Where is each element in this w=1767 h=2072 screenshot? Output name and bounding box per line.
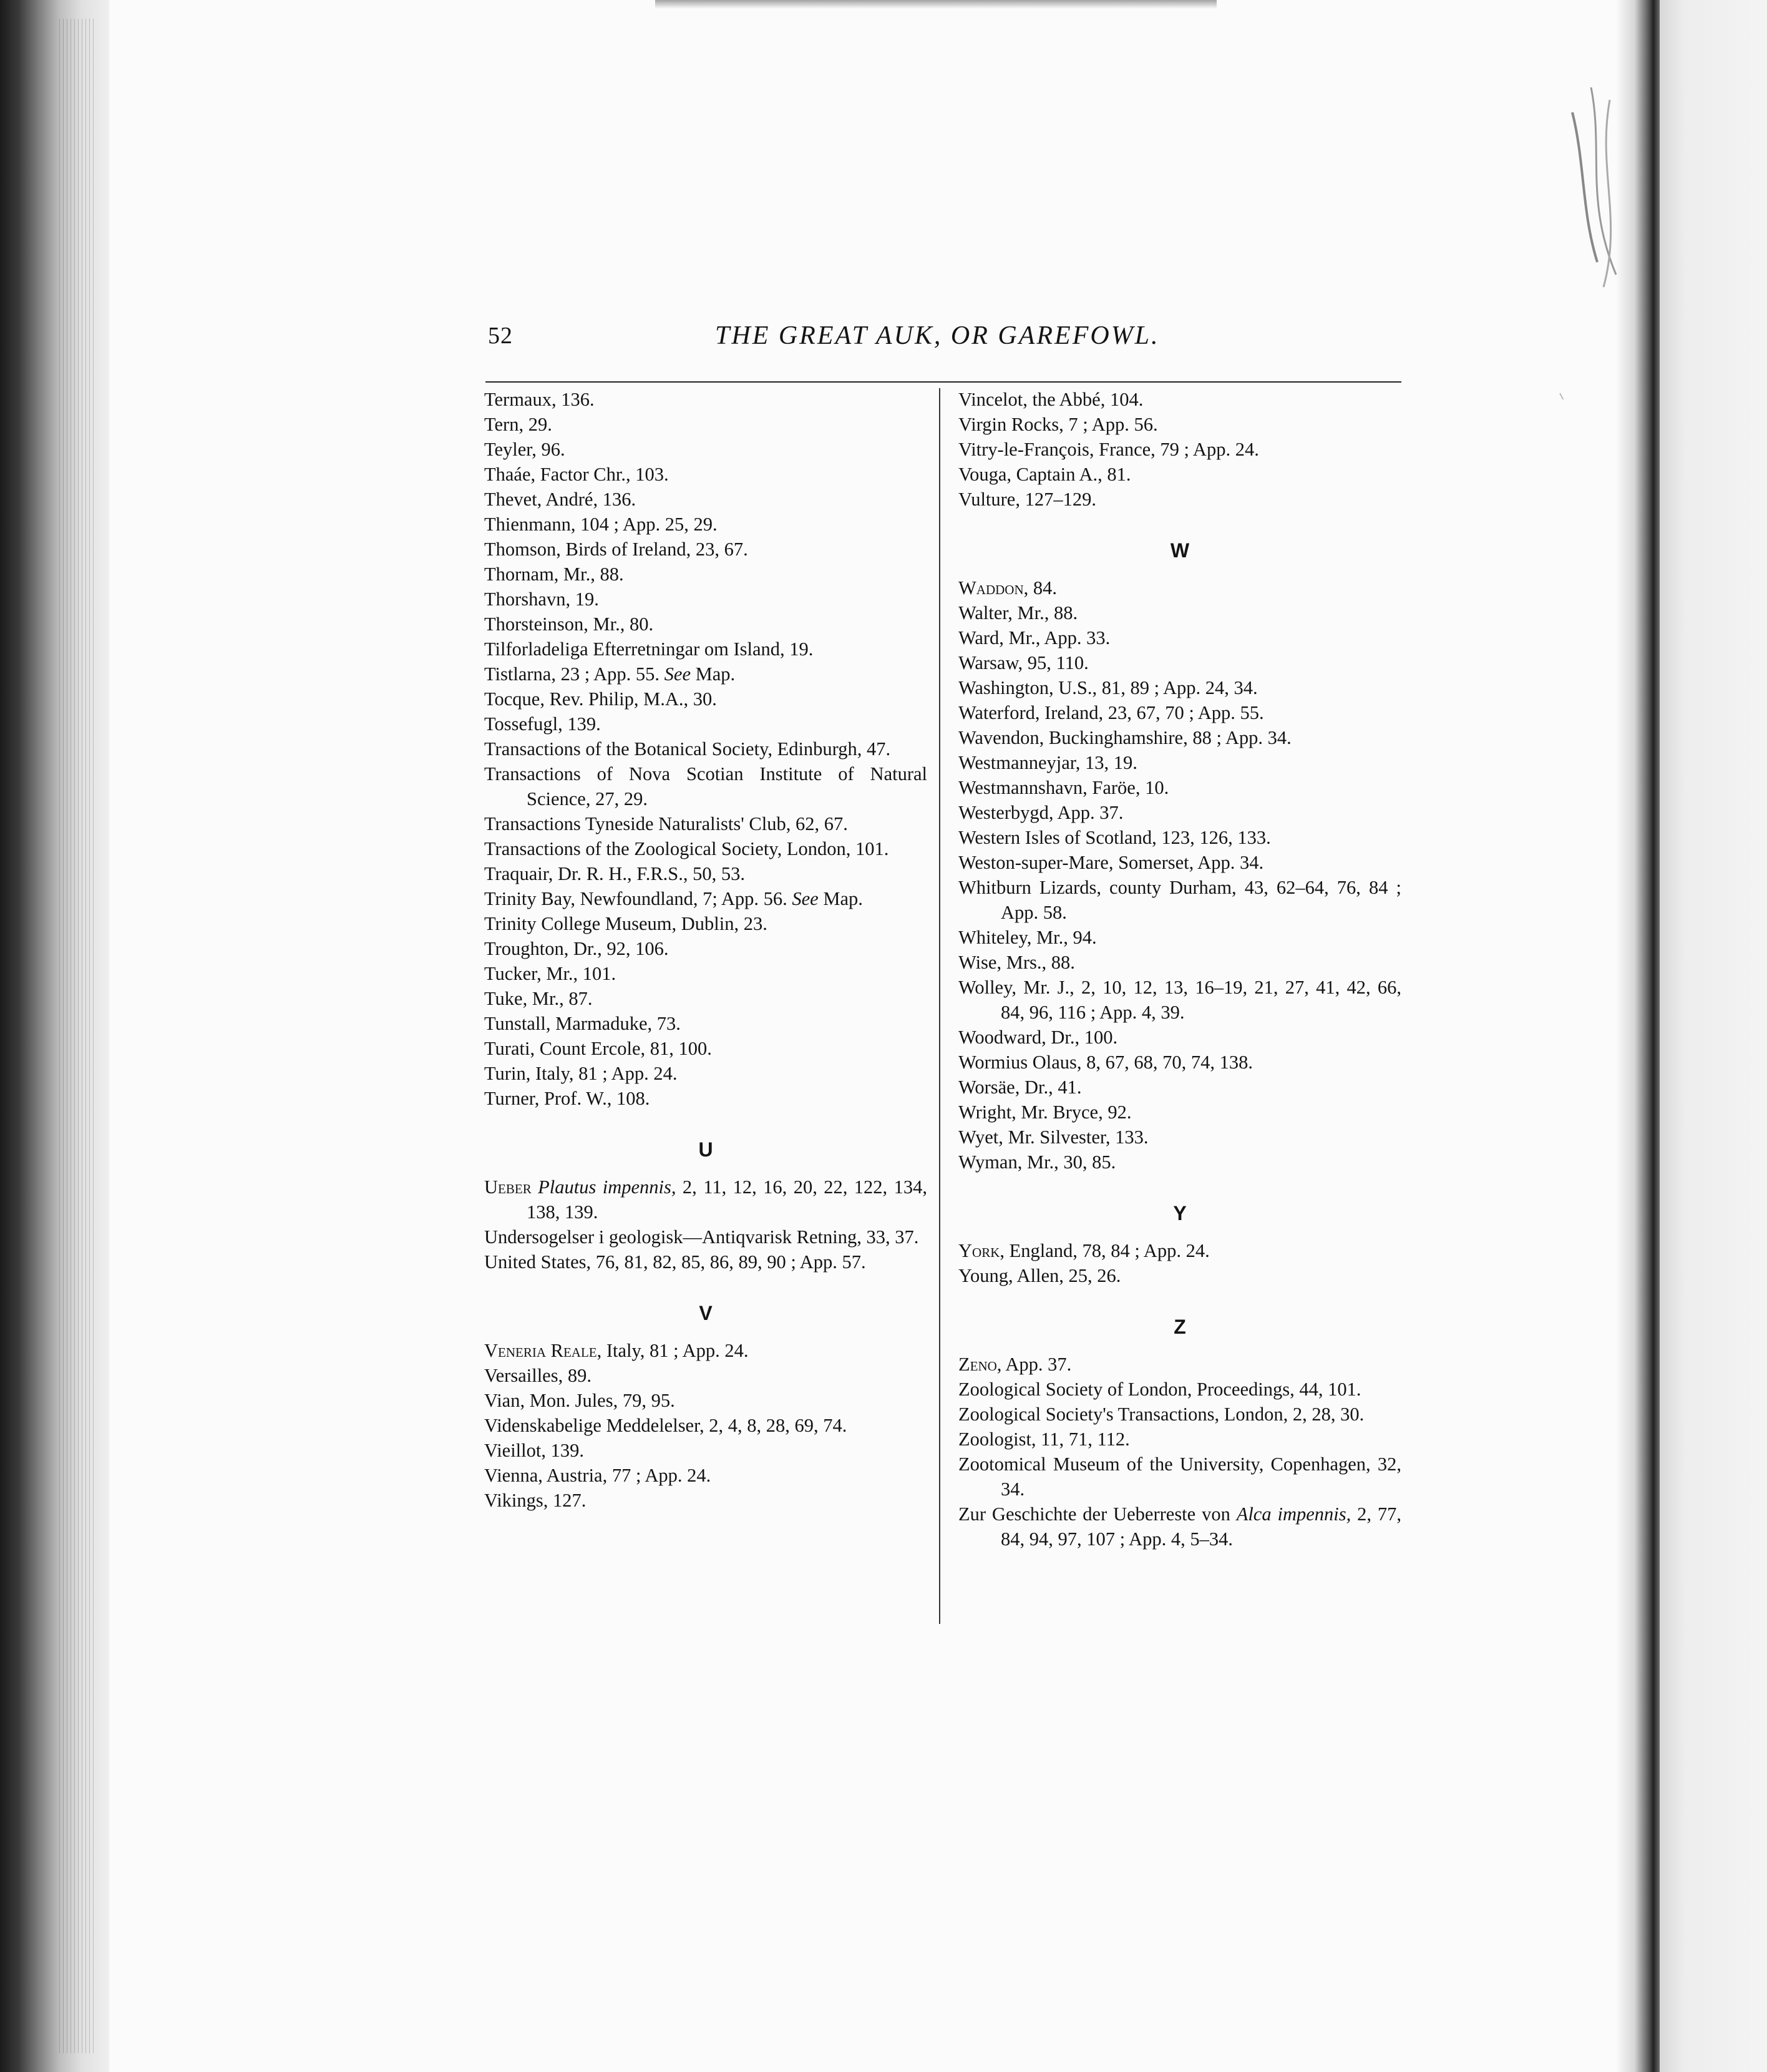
index-entry: Tucker, Mr., 101.: [484, 963, 616, 984]
index-entry: [484, 662, 927, 687]
entry-title: Alca impennis,: [1236, 1503, 1351, 1525]
index-group-v-cont: [958, 387, 1401, 512]
index-entry: Tossefugl, 139.: [484, 713, 601, 735]
entry-head: Ueber: [484, 1176, 532, 1198]
index-entry: Waterford, Ireland, 23, 67, 70 ; App. 55.: [958, 702, 1264, 723]
entry-head: Zeno,: [958, 1354, 1002, 1375]
index-entry: Termaux, 136.: [484, 389, 595, 410]
index-entry: Versailles, 89.: [484, 1365, 591, 1386]
index-entry: Thaáe, Factor Chr., 103.: [484, 464, 669, 485]
index-entry: Warsaw, 95, 110.: [958, 652, 1089, 673]
index-entry: Tunstall, Marmaduke, 73.: [484, 1013, 681, 1034]
index-entry: Tern, 29.: [484, 414, 552, 435]
entry-text: Map.: [690, 663, 736, 685]
index-entry: Virgin Rocks, 7 ; App. 56.: [958, 414, 1158, 435]
index-entry: Washington, U.S., 81, 89 ; App. 24, 34.: [958, 677, 1258, 698]
entry-text: 2, 11, 12, 16, 20, 22, 122, 134, 138, 139.: [527, 1176, 927, 1223]
index-entry: [958, 1502, 1401, 1552]
index-group-v: [484, 1338, 927, 1513]
column-divider: [939, 388, 940, 1624]
index-entry: Teyler, 96.: [484, 439, 565, 460]
index-entry: Turin, Italy, 81 ; App. 24.: [484, 1063, 678, 1084]
index-entry: Turati, Count Ercole, 81, 100.: [484, 1038, 712, 1059]
index-entry: Thienmann, 104 ; App. 25, 29.: [484, 514, 718, 535]
index-entry: United States, 76, 81, 82, 85, 86, 89, 90 ; App. 57.: [484, 1251, 866, 1273]
index-entry: [484, 886, 927, 911]
index-entry: Vienna, Austria, 77 ; App. 24.: [484, 1465, 711, 1486]
see-reference: See: [792, 888, 819, 909]
index-group-z: [958, 1352, 1401, 1552]
index-entry: Thornam, Mr., 88.: [484, 564, 624, 585]
index-entry: Westmanneyjar, 13, 19.: [958, 752, 1137, 773]
entry-text: Map.: [818, 888, 863, 909]
index-entry: Ward, Mr., App. 33.: [958, 627, 1111, 648]
section-letter-w: W: [1170, 539, 1190, 562]
index-entry: Undersogelser i geologisk—Antiqvarisk Retning, 33, 37.: [484, 1226, 919, 1248]
section-letter-z: Z: [1174, 1316, 1186, 1338]
index-entry: Turner, Prof. W., 108.: [484, 1088, 650, 1109]
entry-head: Waddon,: [958, 577, 1029, 599]
index-group-w: [958, 575, 1401, 1175]
entry-text: Tistlarna, 23 ; App. 55.: [484, 663, 664, 685]
index-right-column: [958, 387, 1401, 1552]
index-entry: Thevet, André, 136.: [484, 489, 636, 510]
index-group-u: [484, 1175, 927, 1274]
index-entry: Vian, Mon. Jules, 79, 95.: [484, 1390, 675, 1411]
entry-text: England, 78, 84 ; App. 24.: [1005, 1240, 1210, 1261]
section-letter-v: V: [699, 1302, 713, 1324]
index-entry: Western Isles of Scotland, 123, 126, 133.: [958, 827, 1271, 848]
scan-smudge: [655, 0, 1217, 9]
index-entry: [958, 575, 1401, 600]
index-entry: Tocque, Rev. Philip, M.A., 30.: [484, 688, 717, 710]
index-entry: Transactions Tyneside Naturalists' Club, 62, 67.: [484, 813, 848, 834]
running-title: THE GREAT AUK, OR GAREFOWL.: [715, 321, 1160, 350]
index-entry: Weston-super-Mare, Somerset, App. 34.: [958, 852, 1264, 873]
index-entry: Vincelot, the Abbé, 104.: [958, 389, 1144, 410]
index-entry: Zoological Society of London, Proceedings, 44, 101.: [958, 1379, 1361, 1400]
entry-text: App. 37.: [1001, 1354, 1072, 1375]
index-entry: [484, 1175, 927, 1224]
header-rule: [485, 381, 1401, 383]
index-entry: Zoologist, 11, 71, 112.: [958, 1429, 1130, 1450]
index-entry: [958, 1352, 1401, 1377]
index-entry: Tuke, Mr., 87.: [484, 988, 593, 1009]
index-entry: Wright, Mr. Bryce, 92.: [958, 1102, 1132, 1123]
binding-thread-marks: [1547, 75, 1685, 399]
index-group-y: [958, 1238, 1401, 1288]
index-entry: Transactions of Nova Scotian Institute of Natural Science, 27, 29.: [484, 763, 927, 809]
index-entry: Wormius Olaus, 8, 67, 68, 70, 74, 138.: [958, 1052, 1253, 1073]
index-entry: Whiteley, Mr., 94.: [958, 927, 1097, 948]
index-entry: Vulture, 127–129.: [958, 489, 1096, 510]
page-number: 52: [488, 323, 513, 349]
index-entry: Zoological Society's Transactions, London, 2, 28, 30.: [958, 1404, 1365, 1425]
index-entry: Traquair, Dr. R. H., F.R.S., 50, 53.: [484, 863, 746, 884]
index-entry: Wolley, Mr. J., 2, 10, 12, 13, 16–19, 21, 27, 41, 42, 66, 84, 96, 116 ; App. 4, 39.: [958, 977, 1401, 1023]
page-stack-lines: [59, 19, 97, 2053]
index-entry: Westerbygd, App. 37.: [958, 802, 1124, 823]
entry-text: Zur Geschichte der Ueberreste von: [958, 1503, 1237, 1525]
index-entry: Wyman, Mr., 30, 85.: [958, 1151, 1116, 1173]
index-entry: Woodward, Dr., 100.: [958, 1027, 1118, 1048]
index-entry: Worsäe, Dr., 41.: [958, 1077, 1082, 1098]
entry-text: Trinity Bay, Newfoundland, 7; App. 56.: [484, 888, 792, 909]
index-entry: Thorshavn, 19.: [484, 589, 599, 610]
index-entry: Vouga, Captain A., 81.: [958, 464, 1131, 485]
index-entry: Vieillot, 139.: [484, 1440, 584, 1461]
index-entry: Videnskabelige Meddelelser, 2, 4, 8, 28, 69, 74.: [484, 1415, 847, 1436]
entry-text: 84.: [1028, 577, 1057, 599]
index-entry: Young, Allen, 25, 26.: [958, 1265, 1121, 1286]
section-letter-u: U: [698, 1138, 713, 1161]
index-entry: Whitburn Lizards, county Durham, 43, 62–64, 76, 84 ; App. 58.: [958, 877, 1401, 923]
see-reference: See: [664, 663, 691, 685]
entry-title: Plautus impennis,: [538, 1176, 676, 1198]
index-entry: Zootomical Museum of the University, Copenhagen, 32, 34.: [958, 1454, 1401, 1500]
index-entry: Wavendon, Buckinghamshire, 88 ; App. 34.: [958, 727, 1292, 748]
index-entry: [958, 1238, 1401, 1263]
index-entry: Wyet, Mr. Silvester, 133.: [958, 1126, 1149, 1148]
index-entry: [484, 1338, 927, 1363]
entry-text: 2, 77, 84, 94, 97, 107 ; App. 4, 5–34.: [1001, 1503, 1401, 1550]
index-entry: Thomson, Birds of Ireland, 23, 67.: [484, 539, 748, 560]
index-entry: Thorsteinson, Mr., 80.: [484, 613, 654, 635]
index-entry: Transactions of the Zoological Society, London, 101.: [484, 838, 889, 859]
index-entry: Tilforladeliga Efterretningar om Island, 19.: [484, 638, 814, 660]
index-entry: Walter, Mr., 88.: [958, 602, 1078, 623]
entry-text: Italy, 81 ; App. 24.: [601, 1340, 749, 1361]
index-group-t: [484, 387, 927, 1111]
index-left-column: [484, 387, 927, 1513]
entry-head: York,: [958, 1240, 1005, 1261]
index-entry: Vitry-le-François, France, 79 ; App. 24.: [958, 439, 1259, 460]
index-entry: Troughton, Dr., 92, 106.: [484, 938, 669, 959]
index-entry: Vikings, 127.: [484, 1490, 587, 1511]
section-letter-y: Y: [1173, 1202, 1187, 1224]
entry-head: Veneria Reale,: [484, 1340, 602, 1361]
index-entry: Trinity College Museum, Dublin, 23.: [484, 913, 767, 934]
index-entry: Wise, Mrs., 88.: [958, 952, 1075, 973]
index-entry: Westmannshavn, Faröe, 10.: [958, 777, 1169, 798]
index-entry: Transactions of the Botanical Society, Edinburgh, 47.: [484, 738, 891, 760]
